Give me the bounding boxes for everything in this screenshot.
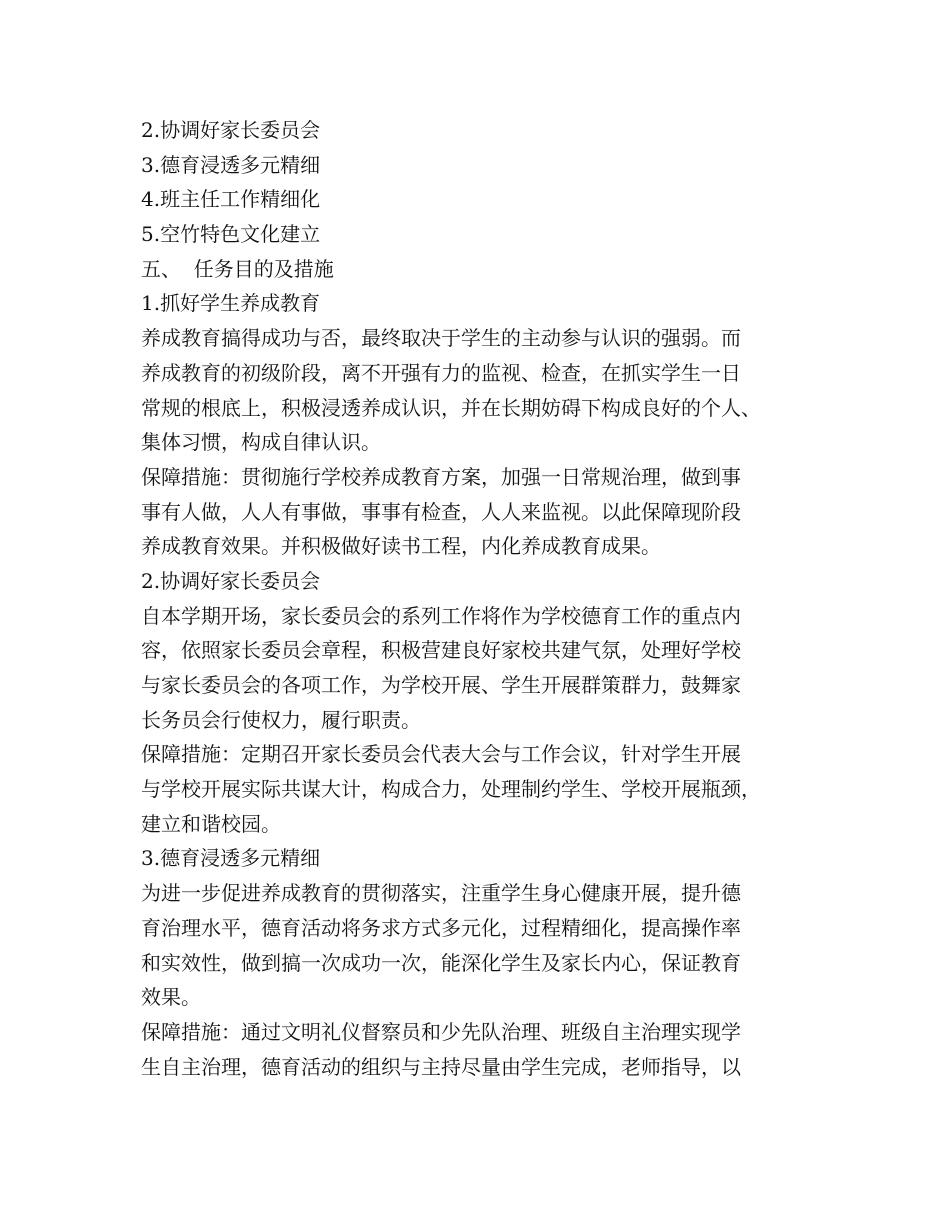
paragraph-line: 养成教育的初级阶段，离不开强有力的监视、检查，在抓实学生一日 <box>141 360 741 385</box>
list-item-moral-education: 3.德育浸透多元精细 <box>141 152 321 177</box>
document-body <box>141 113 831 1084</box>
section-heading-goals-measures: 五、 任务目的及措施 <box>141 256 334 281</box>
paragraph-line: 与学校开展实际共谋大计，构成合力，处理制约学生、学校开展瓶颈， <box>141 777 761 802</box>
paragraph-line: 效果。 <box>141 985 201 1010</box>
list-item-class-teacher: 4.班主任工作精细化 <box>141 187 321 212</box>
paragraph-line: 和实效性，做到搞一次成功一次，能深化学生及家长内心，保证教育 <box>141 950 741 975</box>
paragraph-line: 保障措施：通过文明礼仪督察员和少先队治理、班级自主治理实现学 <box>141 1019 741 1044</box>
paragraph-line: 为进一步促进养成教育的贯彻落实，注重学生身心健康开展，提升德 <box>141 881 741 906</box>
paragraph-line: 保障措施：贯彻施行学校养成教育方案，加强一日常规治理，做到事 <box>141 464 741 489</box>
subheading-family-committee: 2.协调好家长委员会 <box>141 568 321 593</box>
list-item-diabolo-culture: 5.空竹特色文化建立 <box>141 222 321 247</box>
list-item-family-committee: 2.协调好家长委员会 <box>141 118 321 142</box>
paragraph-line: 常规的根底上，积极浸透养成认识，并在长期妨碍下构成良好的个人、 <box>141 395 761 420</box>
subheading-moral-education: 3.德育浸透多元精细 <box>141 846 321 871</box>
paragraph-line: 长务员会行使权力，履行职责。 <box>141 707 421 732</box>
paragraph-line: 建立和谐校园。 <box>141 811 281 836</box>
paragraph-line: 与家长委员会的各项工作，为学校开展、学生开展群策群力，鼓舞家 <box>141 673 741 697</box>
paragraph-line: 育治理水平，德育活动将务求方式多元化，过程精细化，提高操作率 <box>141 915 741 940</box>
paragraph-line: 保障措施：定期召开家长委员会代表大会与工作会议，针对学生开展 <box>141 742 741 767</box>
subheading-habit-education: 1.抓好学生养成教育 <box>141 291 321 316</box>
paragraph-line: 生自主治理，德育活动的组织与主持尽量由学生完成，老师指导，以 <box>141 1054 741 1079</box>
paragraph-line: 自本学期开场，家长委员会的系列工作将作为学校德育工作的重点内 <box>141 603 741 628</box>
paragraph-line: 集体习惯，构成自律认识。 <box>141 430 381 455</box>
paragraph-line: 容，依照家长委员会章程，积极营建良好家校共建气氛，处理好学校 <box>141 638 741 663</box>
paragraph-line: 养成教育效果。并积极做好读书工程，内化养成教育成果。 <box>141 534 661 559</box>
paragraph-line: 事有人做，人人有事做，事事有检查，人人来监视。以此保障现阶段 <box>141 499 741 524</box>
paragraph-line: 养成教育搞得成功与否，最终取决于学生的主动参与认识的强弱。而 <box>141 326 741 351</box>
